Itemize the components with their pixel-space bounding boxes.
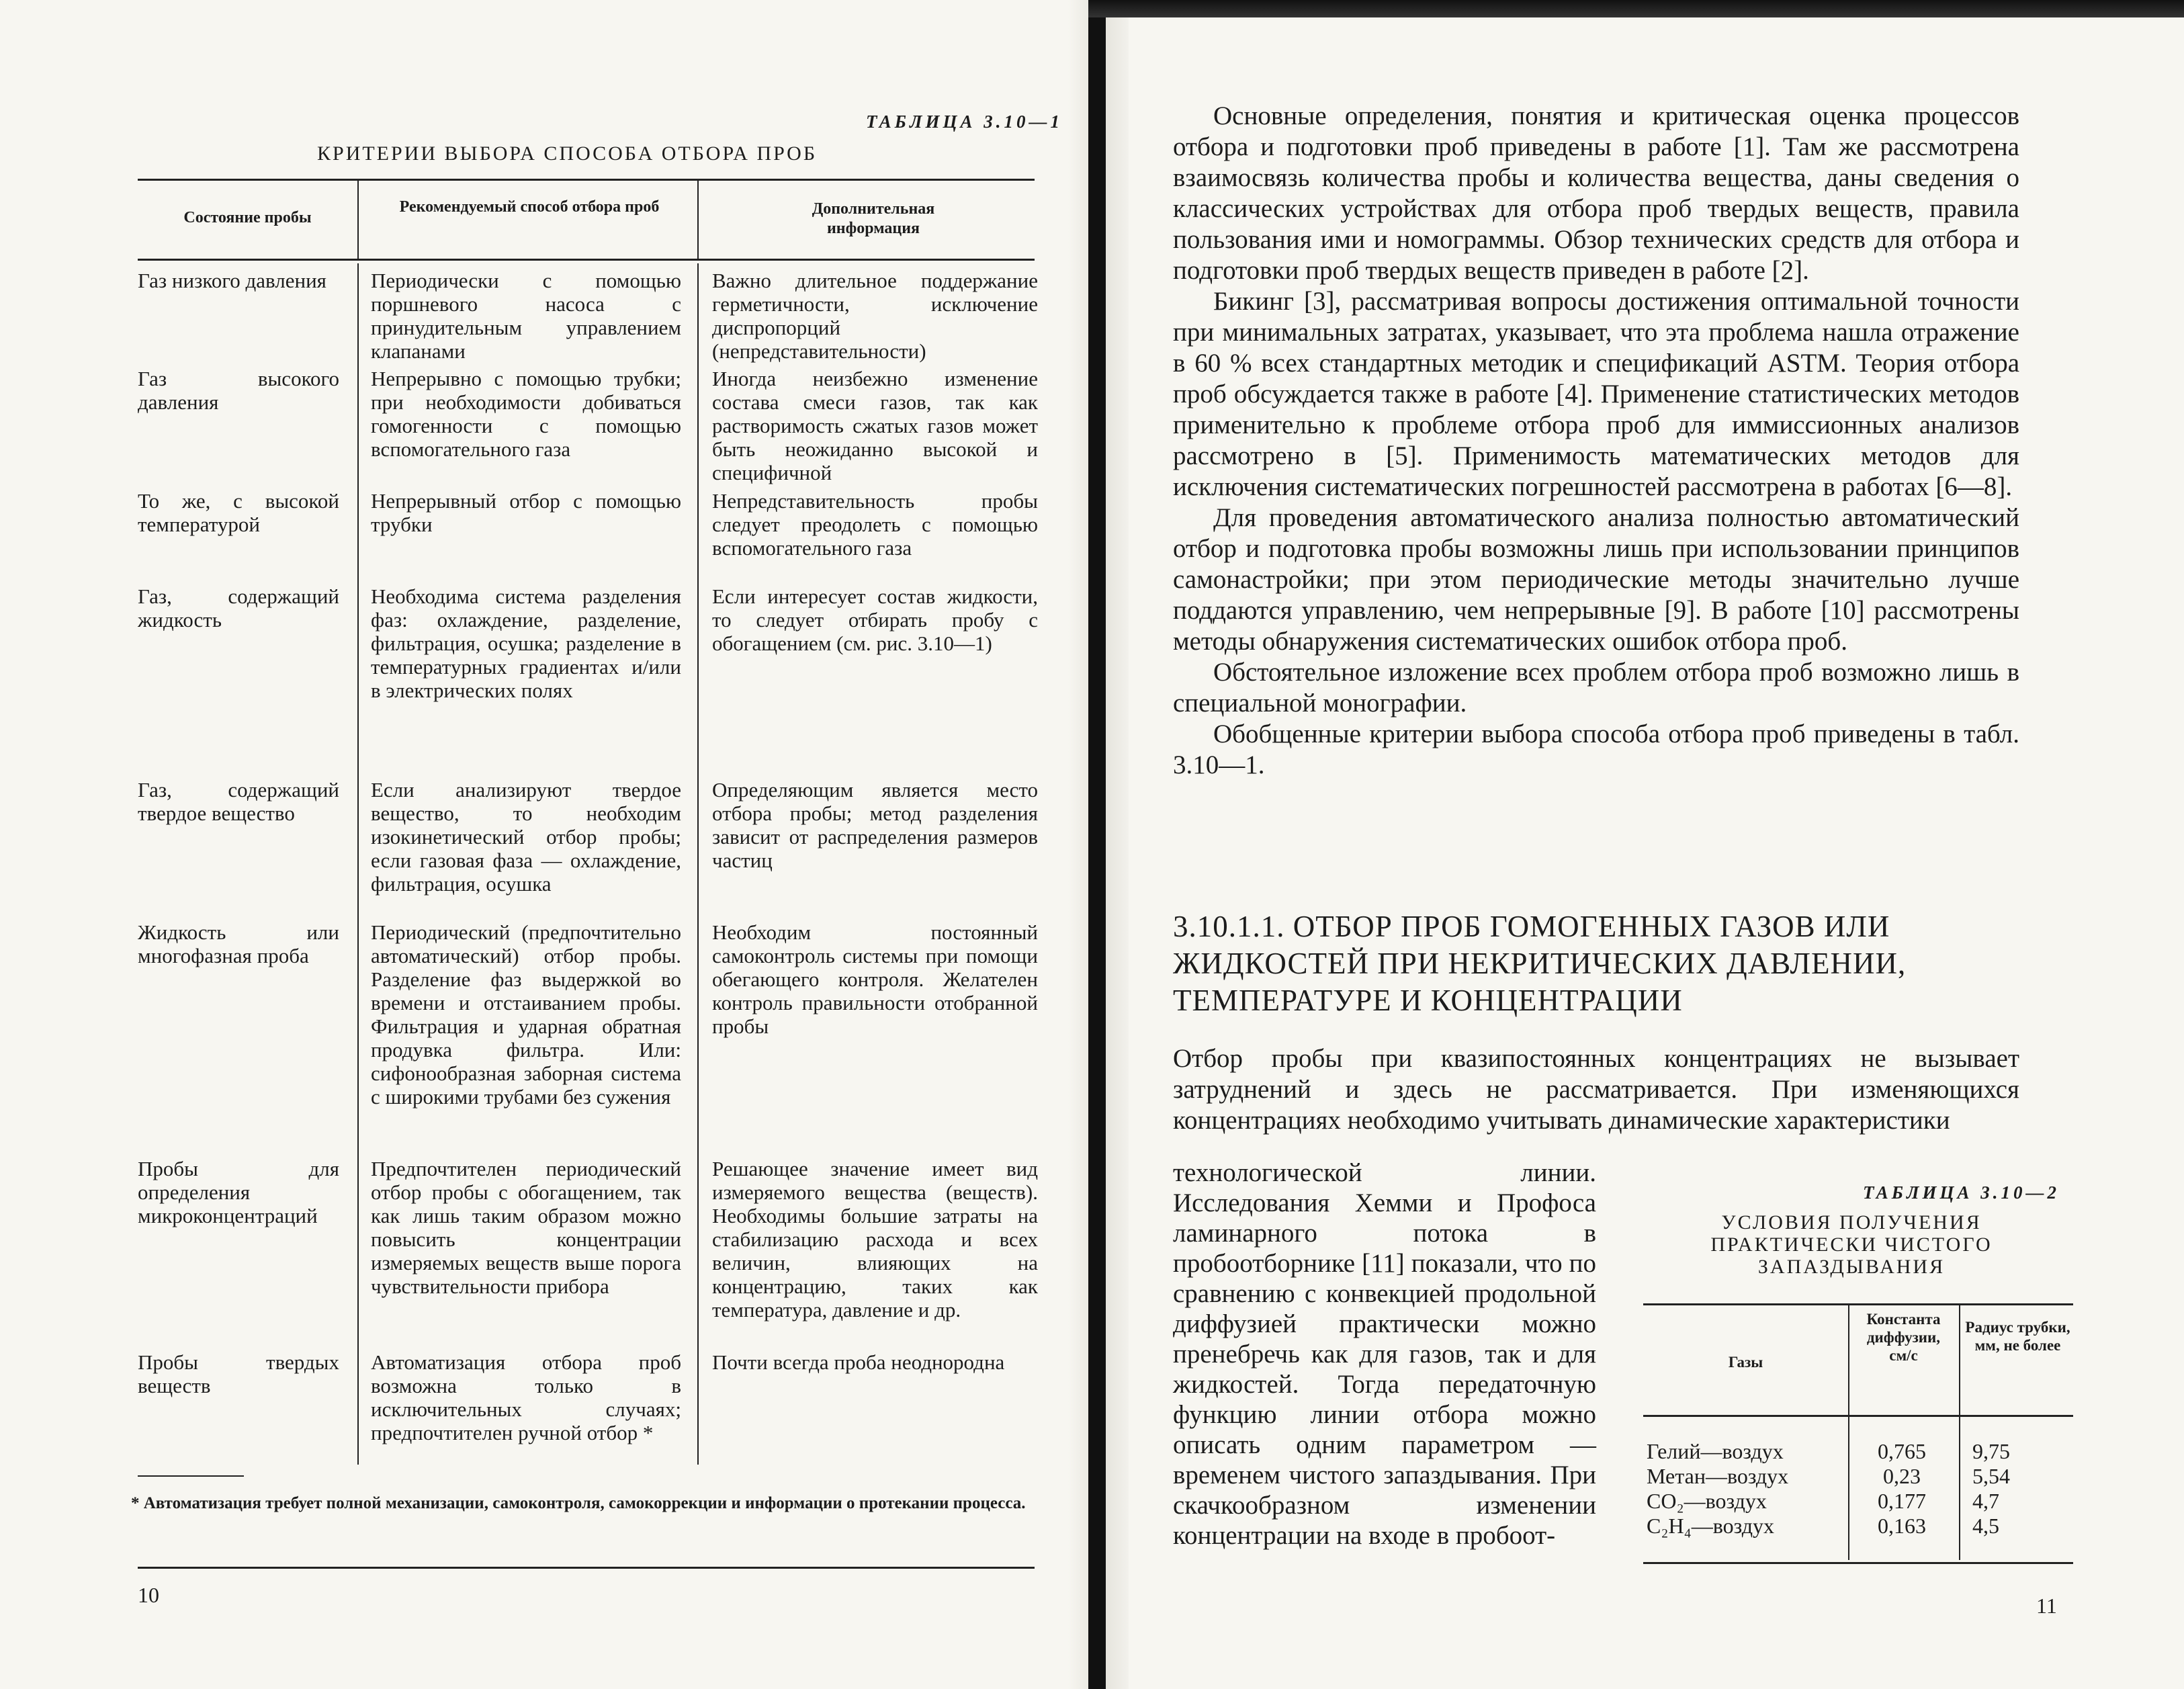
row-4-method: Необходима система разделения фаз: охлаждение, разделение, фильтрация, осушка; разделение в температурных градиентах и/или в электрических полях (371, 584, 681, 702)
table2-row-1-radius: 9,75 (1972, 1439, 2010, 1463)
table2-row-4-radius: 4,5 (1972, 1514, 1999, 1538)
table2-header-gas: Газы (1728, 1354, 1763, 1371)
section-paragraph: Отбор пробы при квазипостоянных концентрациях не вызывает затруднений и здесь не рассматривается. При изменяющихся концентрациях необходимо учитывать динамические характеристики (1173, 1044, 2019, 1135)
page-number: 10 (138, 1583, 159, 1607)
row-7-state: Пробы для определения микроконцентраций (138, 1157, 339, 1227)
table2-row-3-diffusion: 0,177 (1878, 1489, 1926, 1513)
table-title: КРИТЕРИИ ВЫБОРА СПОСОБА ОТБОРА ПРОБ (317, 142, 818, 165)
header-method: Рекомендуемый способ отбора проб (399, 198, 660, 216)
row-7-method: Предпочтителен периодический отбор пробы с обогащением, так как лишь таким образом можно повысить концентрации измеряемых веществ выше порога чувствительности прибора (371, 1157, 681, 1298)
row-7-info: Решающее значение имеет вид измеряемого вещества (веществ). Необходимы большие затраты на стабилизацию расхода и всех величин, влияющих на концентрацию, таких как температура, давление и др. (712, 1157, 1038, 1322)
row-4-info: Если интересует состав жидкости, то следует отбирать пробу с обогащением (см. рис. 3.10—1) (712, 584, 1038, 655)
table2-header-radius: Радиус трубки, мм, не более (1965, 1319, 2070, 1354)
paragraph-2: Бикинг [3], рассматривая вопросы достижения оптимальной точности при минимальных затратах, указывает, что эта проблема нашла отражение в 60 % всех стандартных методик и спецификаций ASTM. Теория отбора проб обсуждается также в работе [4]. Применение статистических методов применительно к проблеме отбора проб для иммиссионных анализов рассмотрено в [5]. Применимость математических методов для исключения систематических погрешностей рассмотрена в работах [6—8]. (1173, 287, 2019, 501)
header-info: Дополнительная информация (812, 200, 935, 237)
header-state: Состояние пробы (183, 209, 312, 226)
paragraph-3: Для проведения автоматического анализа полностью автоматический отбор и подготовка пробы возможны лишь при использовании принципов самонастройки; при этом периодические методы значительно лучше поддаются управлению, чем непрерывные [9]. В работе [10] рассмотрены методы обнаружения систематических ошибок отбора проб. (1173, 503, 2019, 656)
row-5-info: Определяющим является место отбора пробы; метод разделения зависит от распределения размеров частиц (712, 778, 1038, 872)
col-divider-2 (697, 263, 699, 1465)
paragraph-1: Основные определения, понятия и критическая оценка процессов отбора и подготовки проб приведены в работе [1]. Там же рассмотрена взаимосвязь количества пробы и количества вещества, даны сведения о классических устройствах для отбора проб твердых веществ, правила пользования ими и номограммы. Обзор технических средств для отбора и подготовки проб твердых веществ приведен в работе [2]. (1173, 101, 2019, 285)
table2-gas-column (1647, 1439, 1848, 1539)
table-number: ТАБЛИЦА 3.10—1 (866, 112, 1063, 132)
table-top-rule (138, 179, 1035, 181)
table2-col-divider-1 (1848, 1305, 1849, 1560)
table2-title: УСЛОВИЯ ПОЛУЧЕНИЯ ПРАКТИЧЕСКИ ЧИСТОГО ЗАПАЗДЫВАНИЯ (1710, 1211, 1993, 1278)
paragraph-5: Обобщенные критерии выбора способа отбора проб приведены в табл. 3.10—1. (1173, 720, 2019, 779)
row-2-info: Иногда неизбежно изменение состава смеси газов, так как растворимость сжатых газов может быть неожиданно высокой и специфичной (712, 367, 1038, 484)
col-divider-1 (357, 263, 359, 1465)
table2-number: ТАБЛИЦА 3.10—2 (1863, 1182, 2060, 1203)
row-4-state: Газ, содержащий жидкость (138, 584, 339, 632)
row-1-state: Газ низкого давления (138, 269, 326, 292)
left-page (0, 0, 1068, 1689)
table2-diffusion-column (1858, 1439, 1946, 1539)
table2-bottom-rule (1643, 1562, 2073, 1564)
table2-radius-column (1972, 1439, 2040, 1539)
paragraph-4: Обстоятельное изложение всех проблем отбора проб возможно лишь в специальной монографии. (1173, 658, 2019, 718)
row-5-state: Газ, содержащий твердое вещество (138, 778, 339, 825)
table2-row-4-diffusion: 0,163 (1878, 1514, 1926, 1538)
row-8-info: Почти всегда проба неоднородна (712, 1350, 1005, 1374)
row-8-state: Пробы твердых веществ (138, 1350, 339, 1397)
row-6-method: Периодический (предпочтительно автоматический) отбор пробы. Разделение фаз выдержкой во времени и отстаиванием пробы. Фильтрация и ударная обратная продувка фильтра. Или: сифонообразная заборная система с широкими трубами без сужения (371, 920, 681, 1109)
footnote-rule (138, 1475, 244, 1477)
book-spine (1088, 0, 1106, 1689)
row-6-state: Жидкость или многофазная проба (138, 920, 339, 967)
table2-top-rule (1643, 1303, 2073, 1305)
table2-col-divider-2 (1959, 1305, 1960, 1560)
row-8-method: Автоматизация отбора проб возможна только в исключительных случаях; предпочтителен ручной отбор * (371, 1350, 681, 1444)
row-6-info: Необходим постоянный самоконтроль системы при помощи обегающего контроля. Желателен контроль правильности отобранной пробы (712, 920, 1038, 1038)
header-col-divider-2 (697, 180, 699, 259)
table2-header-rule (1643, 1415, 2073, 1417)
header-col-divider-1 (357, 180, 359, 259)
table2-row-1-gas: Гелий—воздух (1647, 1439, 1784, 1463)
table2-row-2-gas: Метан—воздух (1647, 1464, 1789, 1488)
intro-text (1173, 101, 2019, 781)
row-2-state: Газ высокого давления (138, 367, 339, 414)
table2-row-3-gas: CO₂—воздух (1647, 1489, 1767, 1513)
row-3-info: Непредставительность пробы следует преодолеть с помощью вспомогательного газа (712, 489, 1038, 560)
page-bottom-rule (138, 1567, 1035, 1569)
table2-row-2-radius: 5,54 (1972, 1464, 2010, 1488)
row-3-method: Непрерывный отбор с помощью трубки (371, 489, 681, 536)
table2-row-2-diffusion: 0,23 (1883, 1464, 1921, 1488)
continued-paragraph: технологической линии. Исследования Хемми и Профоса ламинарного потока в пробоотборнике [11] показали, что по сравнению с конвекцией продольной диффузией практически можно пренебречь как для газов, так и для жидкостей. Тогда передаточную функцию линии отбора можно описать одним параметром — временем чистого запаздывания. При скачкообразном изменении концентрации на входе в пробоот- (1173, 1158, 1596, 1550)
row-1-method: Периодически с помощью поршневого насоса с принудительным управлением клапанами (371, 269, 681, 363)
table-footnote: * Автоматизация требует полной механизации, самоконтроля, самокоррекции и информации о протекании процесса. (131, 1494, 1026, 1512)
table2-row-3-radius: 4,7 (1972, 1489, 1999, 1513)
row-3-state: То же, с высокой температурой (138, 489, 339, 536)
header-bottom-rule (138, 259, 1035, 261)
page-number: 11 (2036, 1594, 2057, 1618)
row-5-method: Если анализируют твердое вещество, то необходим изокинетический отбор пробы; если газовая фаза — охлаждение, фильтрация, осушка (371, 778, 681, 896)
row-1-info: Важно длительное поддержание герметичности, исключение диспропорций (непредставительности) (712, 269, 1038, 363)
section-heading: 3.10.1.1. ОТБОР ПРОБ ГОМОГЕННЫХ ГАЗОВ ИЛИ ЖИДКОСТЕЙ ПРИ НЕКРИТИЧЕСКИХ ДАВЛЕНИИ, ТЕМПЕРАТУРЕ И КОНЦЕНТРАЦИИ (1173, 910, 1907, 1017)
right-page (1106, 0, 2184, 1689)
table2-row-1-diffusion: 0,765 (1878, 1439, 1926, 1463)
table2-header-diffusion: Константа диффузии, см/с (1866, 1311, 1941, 1364)
table2-row-4-gas: C₂H₄—воздух (1647, 1514, 1774, 1538)
row-2-method: Непрерывно с помощью трубки; при необходимости добиваться гомогенности с помощью вспомогательного газа (371, 367, 681, 461)
